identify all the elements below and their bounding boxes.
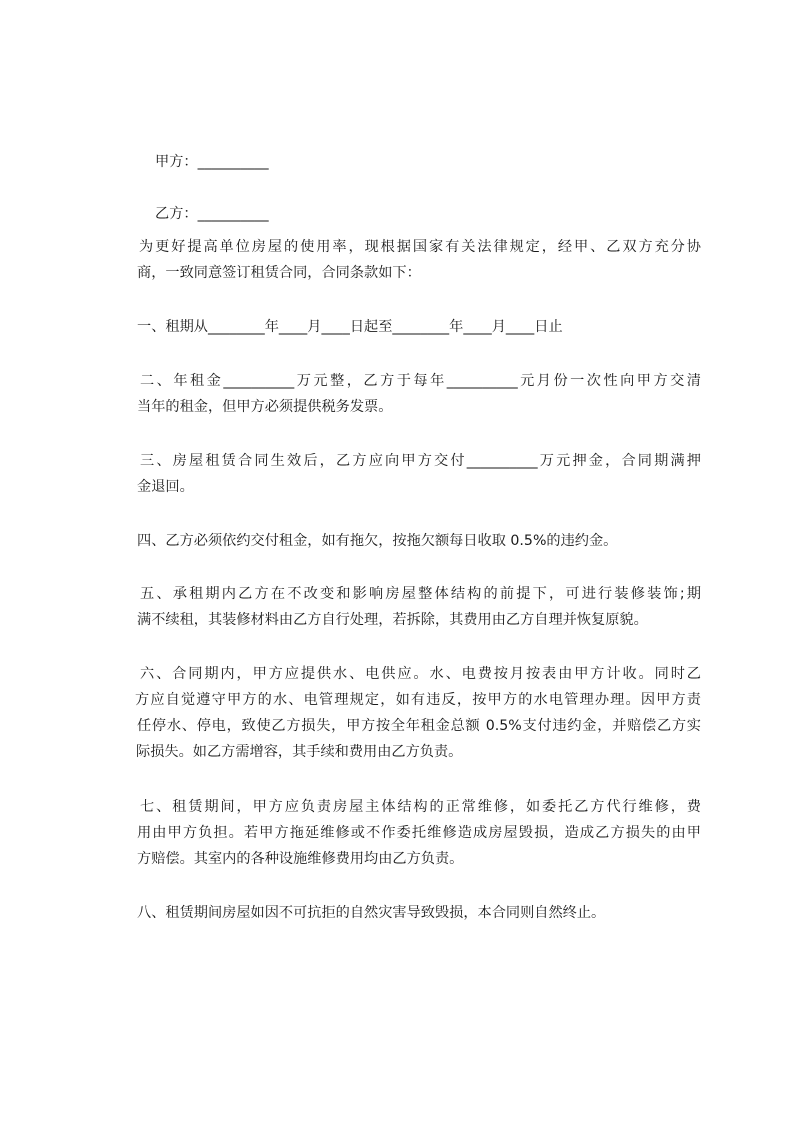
party-b-row xyxy=(137,184,269,244)
clause-3-line-2: 金退回。 xyxy=(137,479,194,495)
intro-line-2: 商，一致同意签订租赁合同，合同条款如下： xyxy=(137,265,421,281)
clause-6-line-3: 任停水、停电，致使乙方损失，甲方按全年租金总额 0.5%支付违约金，并赔偿乙方实 xyxy=(137,718,701,734)
clause-2-line-2: 当年的租金，但甲方必须提供税务发票。 xyxy=(137,399,393,415)
clause-6-line-2: 方应自觉遵守甲方的水、电管理规定，如有违反，按甲方的水电管理办理。因甲方责 xyxy=(135,692,701,708)
clause-7-line-1: 七、租赁期间，甲方应负责房屋主体结构的正常维修，如委托乙方代行维修，费 xyxy=(140,799,701,815)
clause-3-line-1: 三、房屋租赁合同生效后，乙方应向甲方交付__________万元押金，合同期满押 xyxy=(140,453,701,469)
party-a-label: 甲方： xyxy=(155,154,198,170)
party-b-label: 乙方： xyxy=(155,206,198,222)
clause-7-line-2: 用由甲方负担。若甲方拖延维修或不作委托维修造成房屋毁损，造成乙方损失的由甲 xyxy=(137,825,701,841)
clause-1-line-1: 一、租期从________年____月____日起至________年____月____日止 xyxy=(137,319,563,335)
party-a-row xyxy=(137,132,269,192)
clause-4-line-1: 四、乙方必须依约交付租金，如有拖欠，按拖欠额每日收取 0.5%的违约金。 xyxy=(137,533,618,549)
party-b-blank: __________ xyxy=(197,206,269,222)
clause-2-line-1: 二、年租金__________万元整，乙方于每年__________元月份一次性向甲方交清 xyxy=(140,373,701,389)
clause-6-line-4: 际损失。如乙方需增容，其手续和费用由乙方负责。 xyxy=(136,744,463,760)
clause-5-line-1: 五、承租期内乙方在不改变和影响房屋整体结构的前提下，可进行装修装饰;期 xyxy=(140,586,701,602)
intro-line-1: 为更好提高单位房屋的使用率，现根据国家有关法律规定，经甲、乙双方充分协 xyxy=(139,239,701,255)
party-a-blank: __________ xyxy=(197,154,269,170)
clause-6-line-1: 六、合同期内，甲方应提供水、电供应。水、电费按月按表由甲方计收。同时乙 xyxy=(140,666,701,682)
clause-7-line-3: 方赔偿。其室内的各种设施维修费用均由乙方负责。 xyxy=(137,851,464,867)
clause-5-line-2: 满不续租，其装修材料由乙方自行处理，若拆除，其费用由乙方自理并恢复原貌。 xyxy=(137,612,648,628)
clause-8-line-1: 八、租赁期间房屋如因不可抗拒的自然灾害导致毁损，本合同则自然终止。 xyxy=(137,905,606,921)
